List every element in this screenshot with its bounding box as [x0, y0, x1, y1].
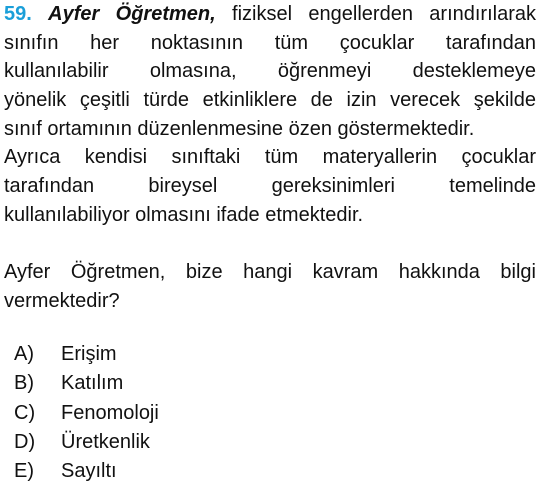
prompt-line: Ayfer Öğretmen, bize hangi kavram hakkında bilgi [4, 261, 536, 283]
stem-line: yönelik çeşitli türde etkinliklere de izin verecek şekilde [4, 89, 536, 112]
option-letter: B) [14, 372, 34, 395]
stem-line: sınıf ortamının düzenlenmesine özen göstermektedir. [4, 117, 475, 140]
question-number: 59. [4, 3, 32, 25]
option-letter: E) [14, 460, 34, 483]
prompt-line: vermektedir? [4, 289, 120, 312]
option-letter: C) [14, 401, 36, 424]
stem-line [4, 0, 536, 29]
option-text: Sayıltı [61, 460, 117, 483]
stem-line: kullanılabiliyor olmasını ifade etmektedir. [4, 203, 364, 226]
option-letter: A) [14, 343, 34, 365]
option-text: Katılım [61, 372, 124, 395]
option-d[interactable] [14, 428, 159, 457]
stem-line: sınıfın her noktasının tüm çocuklar tarafından [4, 31, 536, 54]
stem-line: tarafından bireysel gereksinimleri temelinde [4, 175, 536, 198]
option-text: Üretkenlik [61, 430, 150, 453]
question-subject: Ayfer Öğretmen, [48, 3, 216, 25]
answer-options [14, 340, 159, 486]
option-b[interactable] [14, 369, 159, 398]
option-letter: D) [14, 430, 36, 453]
option-text: Fenomoloji [61, 401, 159, 424]
option-c[interactable] [14, 399, 159, 428]
stem-line: Ayrıca kendisi sınıftaki tüm materyallerin çocuklar [4, 146, 536, 169]
option-text: Erişim [61, 343, 117, 365]
option-e[interactable] [14, 457, 159, 486]
stem-line: kullanılabilir olmasına, öğrenmeyi desteklemeye [4, 60, 536, 83]
question-prompt [4, 258, 536, 315]
option-a[interactable] [14, 340, 159, 369]
stem-text: fiziksel engellerden arındırılarak [232, 3, 536, 25]
question-stem [4, 0, 536, 230]
